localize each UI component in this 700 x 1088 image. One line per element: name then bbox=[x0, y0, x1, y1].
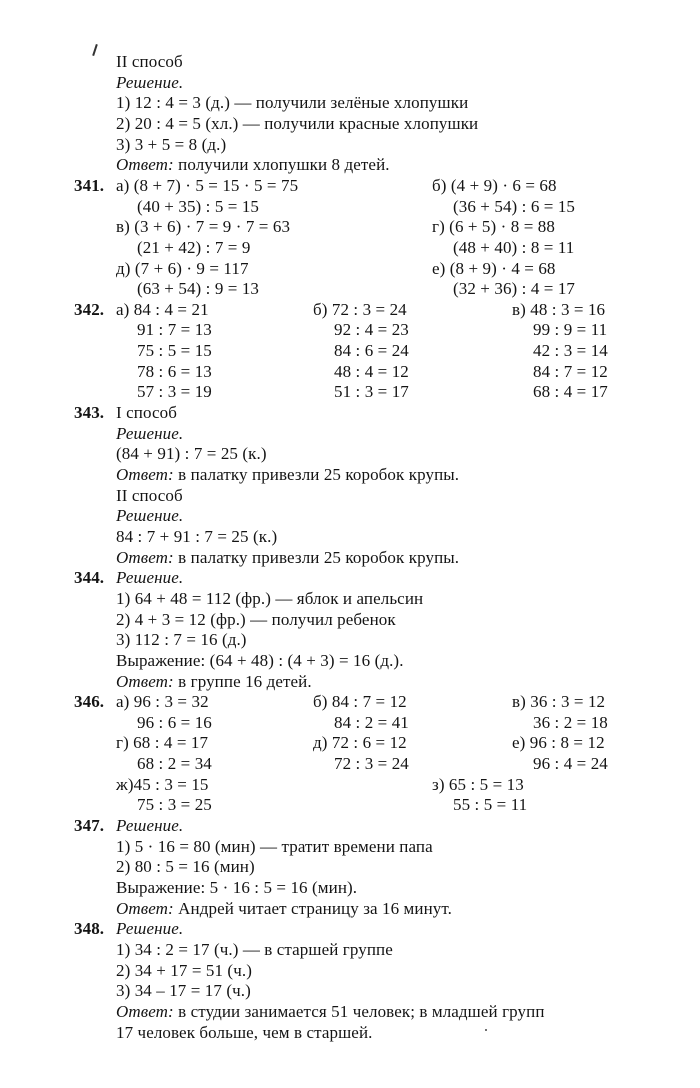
answer-line bbox=[116, 1002, 545, 1022]
equation: б) (4 + 9) · 6 = 68 bbox=[432, 175, 557, 195]
text-line bbox=[116, 1023, 373, 1043]
text-line bbox=[116, 93, 468, 113]
text-line bbox=[116, 940, 393, 960]
line-text: 1) 5 · 16 = 80 (мин) — тратит времени папа bbox=[116, 836, 433, 856]
equation: (63 + 54) : 9 = 13 bbox=[137, 279, 260, 299]
italic-label: Решение. bbox=[116, 919, 184, 939]
answer-line bbox=[116, 155, 390, 175]
equation: г) (6 + 5) · 8 = 88 bbox=[432, 217, 555, 237]
equation: д) 72 : 6 = 12 bbox=[313, 733, 407, 753]
line-text: (84 + 91) : 7 = 25 (к.) bbox=[116, 444, 267, 464]
line-text: получили хлопушки 8 детей. bbox=[173, 155, 390, 175]
text-line bbox=[116, 837, 433, 857]
solution-heading bbox=[116, 73, 183, 93]
answer-line bbox=[116, 672, 312, 692]
equation: 68 : 4 = 17 bbox=[533, 382, 608, 402]
text-line bbox=[116, 651, 404, 671]
line-text: в палатку привезли 25 коробок крупы. bbox=[173, 465, 460, 484]
line-text: 2) 4 + 3 = 12 (фр.) — получил ребенок bbox=[116, 609, 396, 629]
equation: (32 + 36) : 4 = 17 bbox=[453, 279, 576, 299]
equation: (21 + 42) : 7 = 9 bbox=[137, 237, 251, 257]
equation: в) 48 : 3 = 16 bbox=[512, 299, 606, 319]
equation: з) 65 : 5 = 13 bbox=[432, 774, 524, 794]
equation: (36 + 54) : 6 = 15 bbox=[453, 196, 576, 216]
line-text: 1) 64 + 48 = 112 (фр.) — яблок и апельсин bbox=[116, 588, 424, 608]
line-text: II способ bbox=[116, 485, 183, 505]
pen-mark bbox=[92, 44, 98, 56]
line-text: 3) 3 + 5 = 8 (д.) bbox=[116, 134, 227, 154]
line-text: в группе 16 детей. bbox=[173, 671, 312, 691]
equation: 84 : 7 = 12 bbox=[533, 361, 608, 381]
equation: 68 : 2 = 34 bbox=[137, 754, 212, 774]
text-line bbox=[116, 527, 277, 547]
line-text: 2) 80 : 5 = 16 (мин) bbox=[116, 857, 255, 877]
equation: (48 + 40) : 8 = 11 bbox=[453, 237, 575, 257]
line-text: 17 человек больше, чем в старшей. bbox=[116, 1022, 373, 1042]
equation: 72 : 3 = 24 bbox=[334, 754, 409, 774]
line-text: 3) 34 – 17 = 17 (ч.) bbox=[116, 981, 251, 1001]
line-text: II способ bbox=[116, 52, 183, 71]
text-line bbox=[116, 878, 357, 898]
italic-label: Решение. bbox=[116, 423, 184, 443]
equation: 36 : 2 = 18 bbox=[533, 712, 608, 732]
equation: 48 : 4 = 12 bbox=[334, 361, 409, 381]
text-line bbox=[116, 135, 226, 155]
italic-label: Ответ: bbox=[116, 465, 174, 484]
italic-label: Решение. bbox=[116, 506, 184, 526]
italic-label: Решение. bbox=[116, 816, 184, 836]
equation: ж)45 : 3 = 15 bbox=[116, 774, 209, 794]
equation: д) (7 + 6) · 9 = 117 bbox=[116, 258, 249, 278]
line-text: Выражение: (64 + 48) : (4 + 3) = 16 (д.). bbox=[116, 650, 404, 670]
text-line bbox=[116, 857, 255, 877]
equation: 75 : 5 = 15 bbox=[137, 341, 212, 361]
equation: 96 : 4 = 24 bbox=[533, 754, 608, 774]
equation: 96 : 6 = 16 bbox=[137, 712, 212, 732]
solution-heading bbox=[116, 568, 183, 588]
exercise-number: 341. bbox=[74, 175, 105, 195]
equation: б) 72 : 3 = 24 bbox=[313, 299, 407, 319]
italic-label: Ответ: bbox=[116, 1001, 174, 1021]
exercise-number: 344. bbox=[74, 568, 105, 588]
line-text: 2) 34 + 17 = 51 (ч.) bbox=[116, 960, 252, 980]
equation: (40 + 35) : 5 = 15 bbox=[137, 196, 260, 216]
equation: а) 96 : 3 = 32 bbox=[116, 692, 209, 712]
solution-heading bbox=[116, 919, 183, 939]
equation: 84 : 6 = 24 bbox=[334, 341, 409, 361]
answer-line bbox=[116, 465, 459, 485]
line-text: 1) 12 : 4 = 3 (д.) — получили зелёные хлопушки bbox=[116, 93, 469, 113]
equation: а) 84 : 4 = 21 bbox=[116, 299, 209, 319]
equation: а) (8 + 7) · 5 = 15 · 5 = 75 bbox=[116, 175, 299, 195]
text-line bbox=[116, 114, 478, 134]
equation: б) 84 : 7 = 12 bbox=[313, 692, 407, 712]
exercise-number: 343. bbox=[74, 403, 105, 423]
solution-heading bbox=[116, 506, 183, 526]
italic-label: Ответ: bbox=[116, 547, 174, 567]
text-line bbox=[116, 444, 267, 464]
line-text: Выражение: 5 · 16 : 5 = 16 (мин). bbox=[116, 878, 358, 897]
solution-heading bbox=[116, 816, 183, 836]
equation: 75 : 3 = 25 bbox=[137, 795, 212, 815]
italic-label: Решение. bbox=[116, 568, 184, 588]
answer-line bbox=[116, 548, 459, 568]
text-line bbox=[116, 589, 423, 609]
exercise-number: 342. bbox=[74, 299, 105, 319]
italic-label: Ответ: bbox=[116, 155, 174, 175]
line-text: Андрей читает страницу за 16 минут. bbox=[173, 898, 453, 918]
answer-line bbox=[116, 899, 452, 919]
line-text: 1) 34 : 2 = 17 (ч.) — в старшей группе bbox=[116, 939, 393, 959]
exercise-number: 346. bbox=[74, 692, 105, 712]
text-line bbox=[116, 52, 183, 72]
line-text: 84 : 7 + 91 : 7 = 25 (к.) bbox=[116, 526, 278, 546]
exercise-number: 347. bbox=[74, 816, 105, 836]
equation: 91 : 7 = 13 bbox=[137, 320, 212, 340]
line-text: в студии занимается 51 человек; в младшей групп bbox=[173, 1001, 545, 1021]
exercise-number: 348. bbox=[74, 919, 105, 939]
solution-heading bbox=[116, 424, 183, 444]
equation: в) (3 + 6) · 7 = 9 · 7 = 63 bbox=[116, 217, 291, 237]
equation: 55 : 5 = 11 bbox=[453, 795, 528, 815]
line-text: 3) 112 : 7 = 16 (д.) bbox=[116, 630, 247, 650]
text-line bbox=[116, 630, 247, 650]
italic-label: Решение. bbox=[116, 72, 184, 92]
text-line bbox=[116, 961, 252, 981]
equation: 78 : 6 = 13 bbox=[137, 361, 212, 381]
equation: 42 : 3 = 14 bbox=[533, 341, 608, 361]
text-line bbox=[116, 403, 177, 423]
line-text: 2) 20 : 4 = 5 (хл.) — получили красные хлопушки bbox=[116, 113, 479, 133]
equation: 99 : 9 = 11 bbox=[533, 320, 608, 340]
italic-label: Ответ: bbox=[116, 898, 174, 918]
italic-label: Ответ: bbox=[116, 671, 174, 691]
equation: в) 36 : 3 = 12 bbox=[512, 692, 606, 712]
equation: г) 68 : 4 = 17 bbox=[116, 733, 209, 753]
text-line bbox=[116, 610, 396, 630]
equation: е) 96 : 8 = 12 bbox=[512, 733, 605, 753]
line-text: I способ bbox=[116, 403, 177, 423]
text-line bbox=[116, 981, 251, 1001]
equation: е) (8 + 9) · 4 = 68 bbox=[432, 258, 556, 278]
equation: 57 : 3 = 19 bbox=[137, 382, 212, 402]
line-text: в палатку привезли 25 коробок крупы. bbox=[173, 547, 460, 567]
equation: 92 : 4 = 23 bbox=[334, 320, 409, 340]
text-line bbox=[116, 486, 183, 506]
equation: 51 : 3 = 17 bbox=[334, 382, 409, 402]
equation: 84 : 2 = 41 bbox=[334, 712, 409, 732]
speck bbox=[485, 1029, 487, 1031]
